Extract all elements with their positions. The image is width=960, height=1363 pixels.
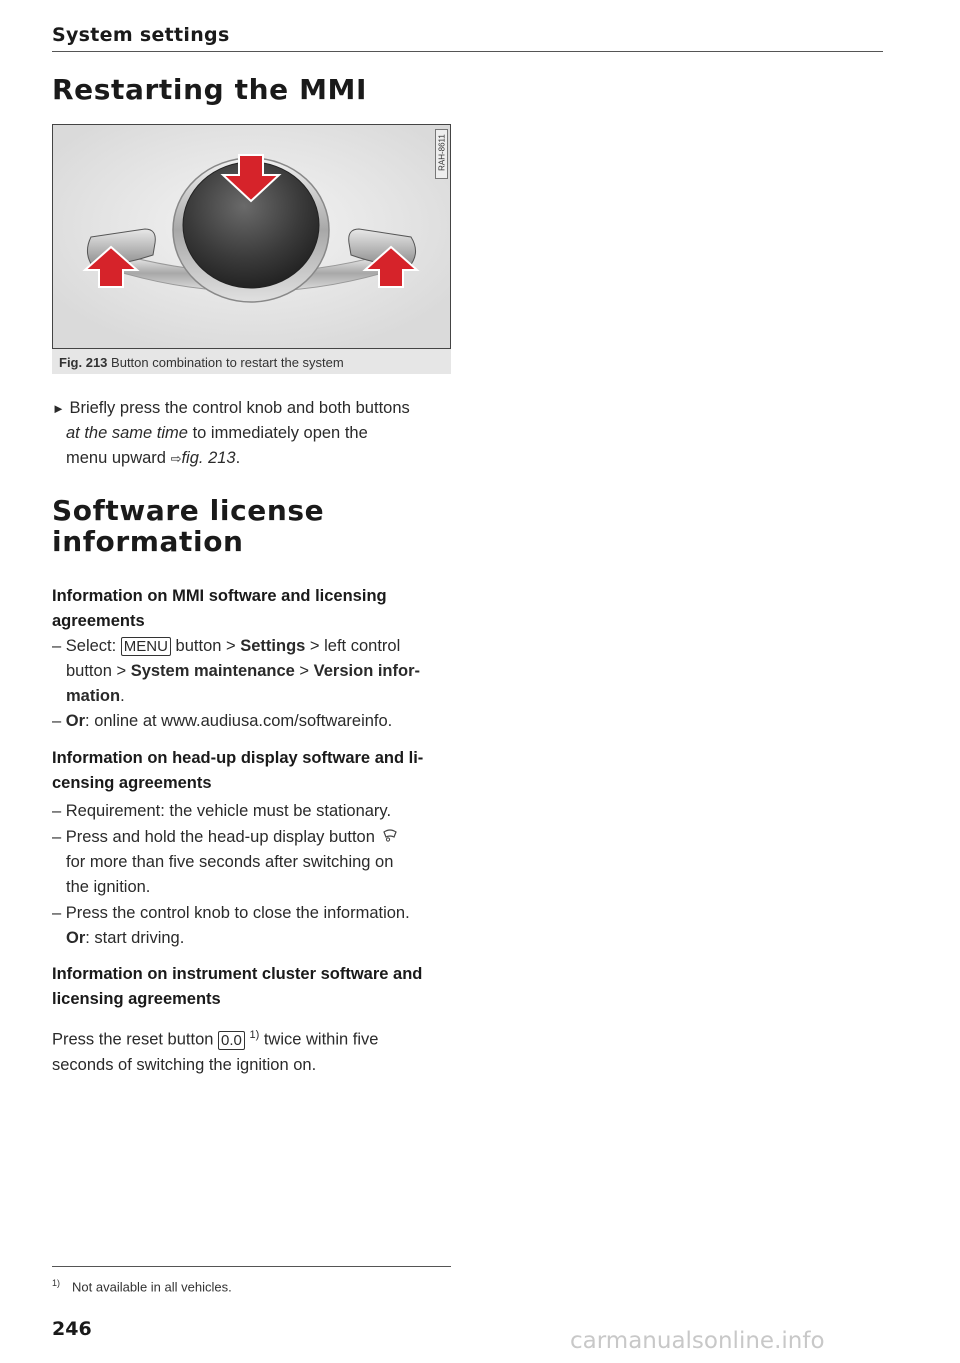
watermark: carmanualsonline.info [570,1328,825,1354]
button-combination-illustration [53,125,450,348]
figure-illustration [52,124,451,349]
figure-caption [59,355,344,370]
running-header: System settings [52,24,230,46]
figure-code-label: RAH-8611 [435,129,448,179]
footnote: $^{1)}$ Not available in all vehicles. [52,1278,232,1295]
reset-key: 0.0 [218,1031,245,1050]
figure-label: Fig. 213 [59,355,108,370]
header-rule [52,51,883,52]
head-up-display-icon [382,829,398,843]
arrow-ref-icon: ⇨ [170,451,182,466]
section-title-software: Software license information [52,494,325,558]
page-number: 246 [52,1318,92,1340]
menu-key: MENU [121,637,171,656]
figure-213 [52,124,451,374]
cluster-software-block: Information on instrument cluster software and licensing agreements Press the reset button 0.0 $^{1)}$ twice within five seconds of switching the ignition on. [52,965,423,1074]
footnote-reference: 1) [249,1029,260,1041]
footnote-rule [52,1266,451,1267]
hud-software-block: Information on head-up display software and li- censing agreements – Requirement: the vehicle must be stationary. – Press and hold the head-up display button for more than five seconds after switching on the ignition. – Press the control knob to close the information. Or: start driving. [52,749,424,947]
restart-step: ► Briefly press the control knob and both buttons at the same time to immediately open the menu upward ⇨fig. 213. [52,399,410,467]
step-bullet: ► [52,401,65,416]
figure-reference-link[interactable]: fig. 213 [181,449,236,467]
figure-caption-text: Button combination to restart the system [111,355,344,370]
section-title-restart: Restarting the MMI [52,73,368,106]
mmi-software-block: Information on MMI software and licensing agreements – Select: MENU button > Settings > left control button > System maintenance > Version infor- mation. – Or: online at www.audiusa.com/softwareinfo. [52,587,421,730]
